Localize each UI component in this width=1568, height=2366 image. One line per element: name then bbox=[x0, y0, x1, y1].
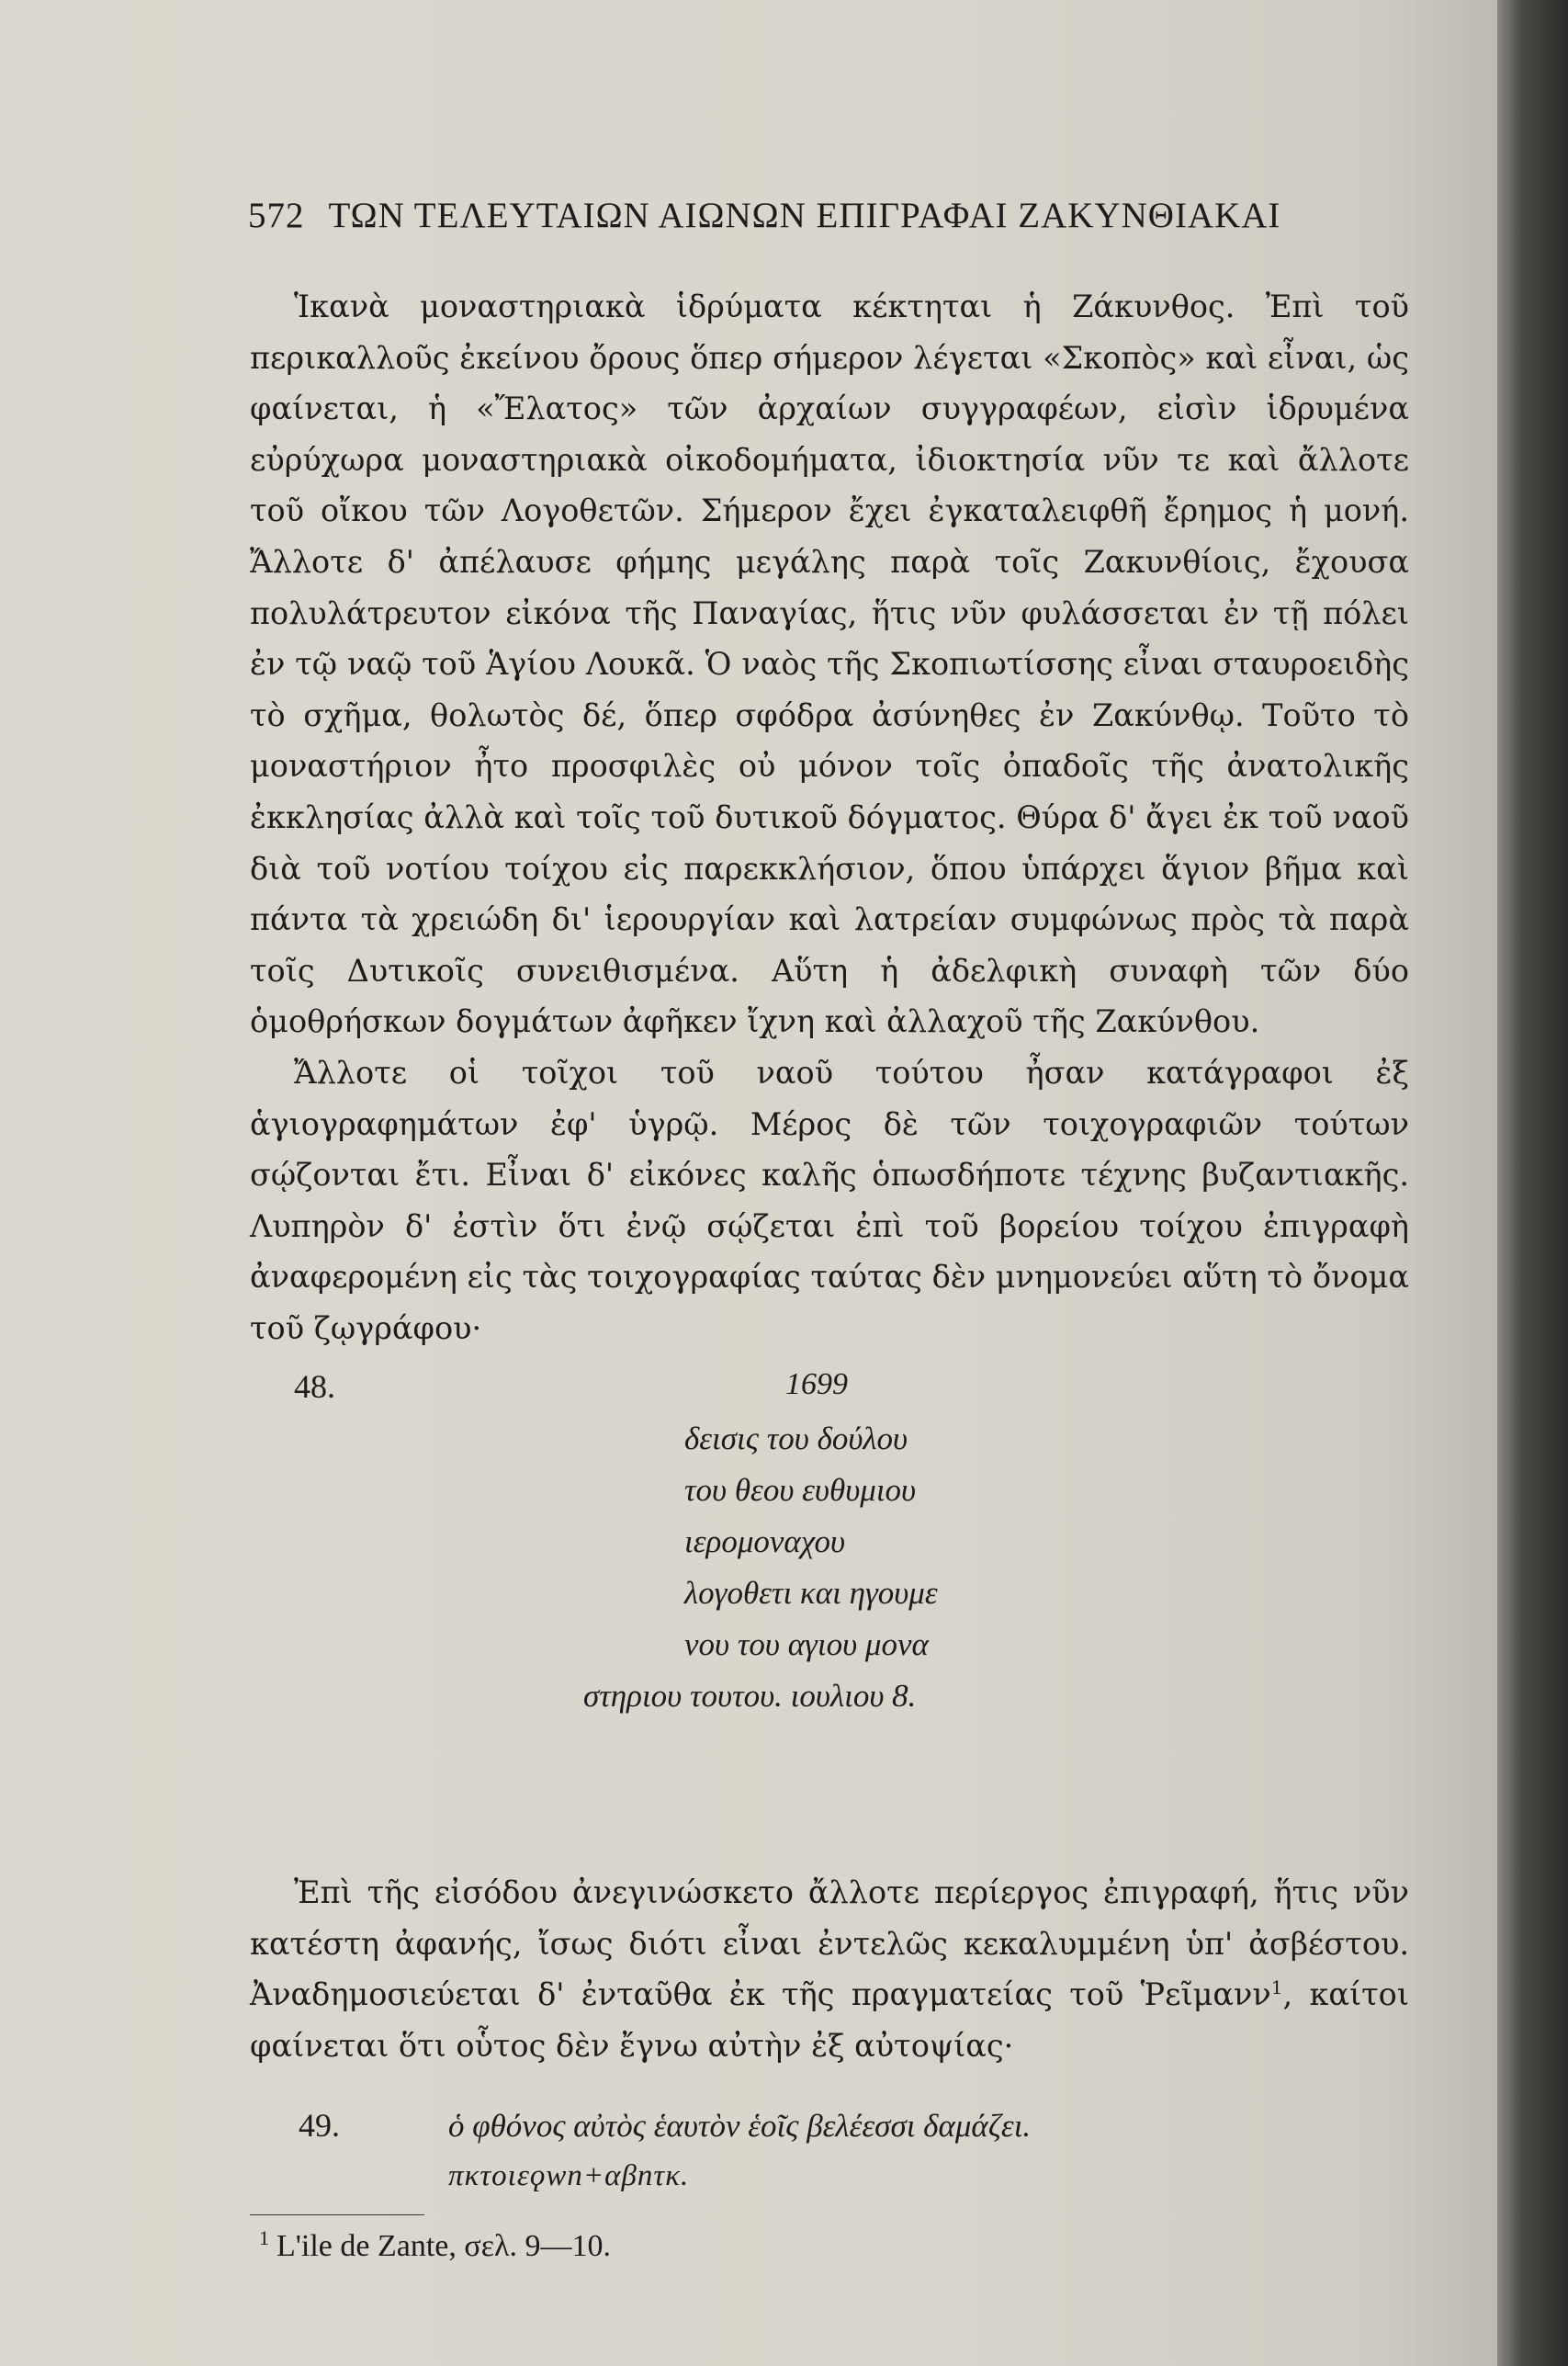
running-title: ΤΩΝ ΤΕΛΕΥΤΑΙΩΝ ΑΙΩΝΩΝ ΕΠΙΓΡΑΦΑΙ ΖΑΚΥΝΘΙΑΚΑΙ bbox=[328, 196, 1281, 235]
paragraph: Ἱκανὰ μοναστηριακὰ ἱδρύματα κέκτηται ἡ Ζάκυνθος. Ἐπὶ τοῦ περικαλλοῦς ἐκείνου ὄρους ὅπερ σήμερον λέγεται «Σκοπὸς» καὶ εἶναι, ὡς φαίνεται, ἡ «Ἔλατος» τῶν ἀρχαίων συγγραφέων, εἰσὶν ἱδρυμένα εὐρύχωρα μοναστηριακὰ οἰκοδομήματα, ἰδιοκτησία νῦν τε καὶ ἄλλοτε τοῦ οἴκου τῶν Λογοθετῶν. Σήμερον ἔχει ἐγκαταλειφθῆ ἔρημος ἡ μονή. Ἄλλοτε δ' ἀπέλαυσε φήμης μεγάλης παρὰ τοῖς Ζακυνθίοις, ἔχουσα πολυλάτρευτον εἰκόνα τῆς Παναγίας, ἥτις νῦν φυλάσσεται ἐν τῇ πόλει ἐν τῷ ναῷ τοῦ Ἁγίου Λουκᾶ. Ὁ ναὸς τῆς Σκοπιωτίσσης εἶναι σταυροειδὴς τὸ σχῆμα, θολωτὸς δέ, ὅπερ σφόδρα ἀσύνηθες ἐν Ζακύνθῳ. Τοῦτο τὸ μοναστήριον ἦτο προσφιλὲς οὐ μόνον τοῖς ὀπαδοῖς τῆς ἀνατολικῆς ἐκκλησίας ἀλλὰ καὶ τοῖς τοῦ δυτικοῦ δόγματος. Θύρα δ' ἄγει ἐκ τοῦ ναοῦ διὰ τοῦ νοτίου τοίχου εἰς παρεκκλήσιον, ὅπου ὑπάρχει ἅγιον βῆμα καὶ πάντα τὰ χρειώδη δι' ἱερουργίαν καὶ λατρείαν συμφώνως πρὸς τὰ παρὰ τοῖς Δυτικοῖς συνειθισμένα. Αὕτη ἡ ἀδελφικὴ συναφὴ τῶν δύο ὁμοθρήσκων δογμάτων ἀφῆκεν ἴχνη καὶ ἀλλαχοῦ τῆς Ζακύνθου. bbox=[250, 289, 1409, 1040]
inscription-year: 1699 bbox=[785, 1367, 848, 1401]
footnote-text: L'ile de Zante, σελ. 9—10. bbox=[276, 2229, 611, 2263]
inscription-number: 48. bbox=[294, 1368, 335, 1405]
inscription-line: νου του αγιου μονα bbox=[684, 1626, 929, 1662]
paragraph bbox=[250, 1867, 1409, 2071]
inscription-line: πκτοιεϙwn+αβnτκ. bbox=[448, 2159, 690, 2192]
paragraph-text: , καίτοι φαίνεται ὅτι οὗτος δὲν ἔγνω αὐτὴν ἐξ αὐτοψίας· bbox=[250, 1976, 1409, 2064]
inscription-number: 49. bbox=[299, 2107, 340, 2144]
page-number: 572 bbox=[248, 196, 305, 235]
inscription-line: δεισις του δούλου bbox=[684, 1421, 908, 1456]
main-text bbox=[250, 281, 1409, 1353]
scan-edge-shadow bbox=[1497, 0, 1568, 2366]
inscription-line: του θεου ευθυμιου bbox=[684, 1472, 917, 1508]
inscription-48 bbox=[294, 1367, 1304, 1735]
footnote-mark: 1 bbox=[259, 2225, 269, 2249]
footnote-divider bbox=[250, 2214, 424, 2215]
paragraph: Ἄλλοτε οἱ τοῖχοι τοῦ ναοῦ τούτου ἦσαν κατάγραφοι ἐξ ἁγιογραφημάτων ἐφ' ὑγρῷ. Μέρος δὲ τῶν τοιχογραφιῶν τούτων σῴζονται ἔτι. Εἶναι δ' εἰκόνες καλῆς ὁπωσδήποτε τέχνης βυζαντιακῆς. Λυπηρὸν δ' ἐστὶν ὅτι ἐνῷ σῴζεται ἐπὶ τοῦ βορείου τοίχου ἐπιγραφὴ ἀναφερομένη εἰς τὰς τοιχογραφίας ταύτας δὲν μνημονεύει αὕτη τὸ ὄνομα τοῦ ζῳγράφου· bbox=[250, 1054, 1409, 1346]
main-text-continued bbox=[250, 1867, 1409, 2071]
inscription-line: στηριου τουτου. ιουλιου 8. bbox=[583, 1678, 917, 1714]
inscription-line: ὁ φθόνος αὐτὸς ἑαυτὸν ἑοῖς βελέεσσι δαμάζει. bbox=[448, 2108, 1032, 2144]
running-header bbox=[248, 195, 1314, 236]
inscription-line: λογοθετι και ηγουμε bbox=[684, 1575, 938, 1611]
footnote-reference[interactable]: 1 bbox=[1270, 1976, 1283, 1999]
footnote bbox=[259, 2225, 611, 2264]
paragraph-text: Ἐπὶ τῆς εἰσόδου ἀνεγινώσκετο ἄλλοτε περίεργος ἐπιγραφή, ἥτις νῦν κατέστη ἀφανής, ἴσως διότι εἶναι ἐντελῶς κεκαλυμμένη ὑπ' ἀσβέστου. Ἀναδημοσιεύεται δ' ἐνταῦθα ἐκ τῆς πραγματείας τοῦ Ῥεῖμανν bbox=[250, 1874, 1409, 2013]
inscription-line: ιερομοναχου bbox=[684, 1523, 846, 1559]
